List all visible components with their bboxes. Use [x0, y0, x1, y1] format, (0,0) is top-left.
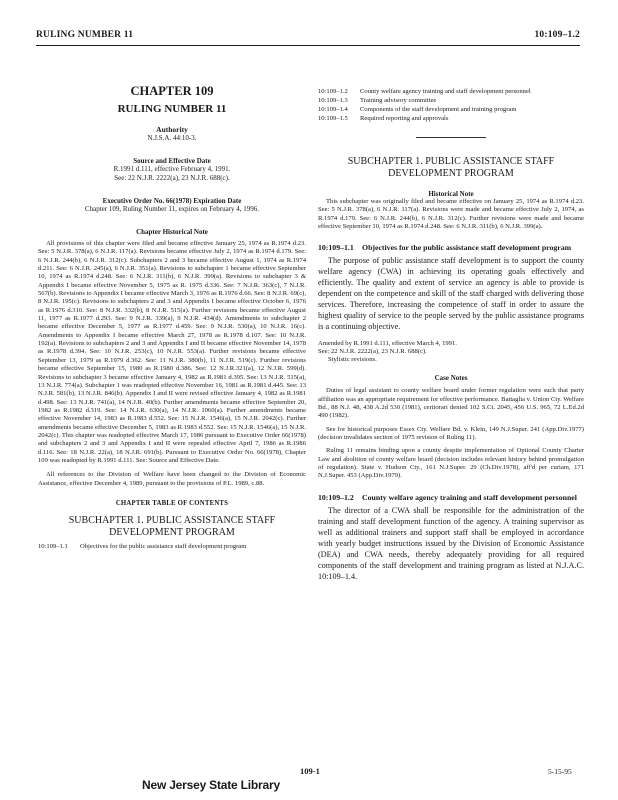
library-stamp: New Jersey State Library	[142, 778, 280, 792]
chapter-title: CHAPTER 109	[130, 84, 214, 98]
toc-item-number: 10:109–1.1	[38, 542, 68, 550]
ruling-title: RULING NUMBER 11	[117, 103, 227, 115]
chapter-historical-note-text: All provisions of this chapter were filed and became effective January 25, 1974 as R.1974 d.23. See: 5 N.J.R. 378(a), 6 N.J.R. 117(a). Revisions became effective July 2, 1974 as R.1974 d.179. See: 6 N.J.R. 244(b), 6 N.J.R. 312(c). Subchapters 2 and 3 became effective August 1, 1974 as R.1974 d.211. See: 6 N.J.R. 245(a), 6 N.J.R. 351(a). Revisions to subchapter 1 became effective September 10, 1974 as R.1974 d.248. See: 6 N.J.R. 311(b), 6 N.J.R. 399(a). Revisions to subchapter 3 & Appendix I became effective November 5, 1975 as R. 1975 d.336. See: 7 N.J.R. 363(c), 7 N.J.R. 567(b). Revisions to Appendix I became effective March 3, 1976 as R.1976 d.66. See: 8 N.J.R. 69(c), 8 N.J.R. 195(c). Revisions to subchapters 2 and 3 and Appendix I became effective October 6, 1976 as R.1976 d.310. See: 8 N.J.R. 332(b), 8 N.J.R. 515(a). Further revisions became effective August 11, 1977 as R.1977 d.293. See: 9 N.J.R. 339(a), 9 N.J.R. 434(d). Amendments to subchapter 2 became effective December 5, 1977 as R.1977 d.459. See: 9 N.J.R. 530(a), 10 N.J.R. 16(c). Amendments to Appendix I became effective March 27, 1978 as R.1978 d.107. See: 10 N.J.R. 192(a). Revisions to subchapters 2 and 3 and Appendix I and II became effective November 14, 1978 as R.1978 d.394. See: 10 N.J.R. 253(c), 10 N.J.R. 553(a). Further revisions became effective September 13, 1979 as R.1979 d.362. See: 11 N.J.R. 380(b), 11 N.J.R. 519(c). Further revisions became effective September 15, 1980 as R.1980 d.386. See: 12 N.J.R.321(a), 12 N.J.R. 599(d). Revisions to subchapter 3 became effective January 4, 1982 as R.1981 d.395. See: 13 N.J.R. 515(a), 13 N.J.R. 774(a). Subchapter 1 was readopted effective November 16, 1981 as R.1981 d.445. See: 13 N.J.R. 581(b), 13 N.J.R. 846(b). Appendix I and II were revised effective January 4, 1982 as R.1981 d.498. See: 13 N.J.R. 741(a), 14 N.J.R. 40(b). Further amendments became effective September 20, 1982 as R.1982 d.319. See: 14 N.J.R. 630(a), 14 N.J.R. 1060(a). Further amendments became effective November 14, 1983 as R.1983 d.552. See: 15 N.J.R. 1546(a), 15 N.J.R. 2042(c). Further amendments became effective December 5, 1983 as R.1983 d.552. See: 15 N.J.R. 1546(a), 15 N.J.R. 2042(c). This chapter was readopted effective March 17, 1986 pursuant to Executive Order 66(1978) and subchapters 2 and 3 and Appendix I and II were repealed effective April 7, 1986 as R.1986 d.116. See: 18 N.J.R. 22(a), 18 N.J.R. 691(b). Pursuant to Executive Order No. 66(1978), Chapter 109 was readopted by R.1991 d.111. See: Source and Effective Date.	[38, 240, 306, 464]
exec-order-text: Chapter 109, Ruling Number 11, expires on February 4, 1996.	[84, 205, 260, 213]
chapter-historical-note-heading: Chapter Historical Note	[136, 228, 208, 236]
running-header	[36, 30, 580, 44]
amendment-line: Amended by R.1991 d.111, effective March 4, 1991.	[318, 340, 457, 348]
authority-text: N.J.S.A. 44:10-3.	[147, 134, 197, 142]
case-note: Ruling 11 remains binding upon a county despite implementation of Optional County Charter Law and abolition of county welfare board (decision includes relevant history behind promulgation of regulation). State v. Hudson Cty., 161 N.J.Super. 29 (Ch.Div.1978), aff'd per curiam, 171 N.J.Super. 453 (App.Div.1979).	[318, 447, 584, 480]
historical-note-text: This subchapter was originally filed and became effective on January 25, 1974 as R.1974 d.23. See: 5 N.J.R. 378(a), 6 N.J.R. 117(a). Revisions were made and became effective July 2, 1974, as R.1974 d.179. See: 6 N.J.R. 244(b), 6 N.J.R. 312(c). Further revisions were made and became effective September 10, 1974 as R.1974 d.248. See: 6 N.J.R. 311(b), 6 N.J.R. 399(a).	[318, 198, 584, 231]
toc-heading: CHAPTER TABLE OF CONTENTS	[115, 499, 229, 507]
section-heading	[318, 493, 584, 503]
toc-item-title: Components of the staff development and training program	[360, 106, 517, 113]
case-notes-heading: Case Notes	[434, 374, 468, 383]
toc-item-title: Objectives for the public assistance staff development program	[80, 542, 247, 550]
case-note: Duties of legal assistant to county welfare board under former regulation were such that party affiliation was an appropriate requirement for effective performance. Battaglia v. Union Cty. Welfare Bd., 88 N.J. 48, 438 A.2d 530 (1981), certiorari denied 102 S.Ct. 2045, 456 U.S. 965, 72 L.Ed.2d 490 (1982).	[318, 387, 584, 420]
section-title: County welfare agency training and staff development personnel	[362, 492, 577, 502]
stylistic-note: Stylistic revisions.	[328, 356, 377, 364]
case-note: See for historical purposes Essex Cty. Welfare Bd. v. Klein, 149 N.J.Super. 241 (App.Div.1977) (decision invalidates section of 1975 revision of Ruling 11).	[318, 425, 584, 442]
header-rule	[36, 45, 580, 46]
page-date: 5-15-95	[548, 767, 572, 776]
toc-item-title: County welfare agency training and staff development personnel	[360, 88, 531, 95]
subchapter-title: SUBCHAPTER 1. PUBLIC ASSISTANCE STAFF DEVELOPMENT PROGRAM	[347, 156, 555, 179]
section-body: The purpose of public assistance staff development is to support the county welfare agency (CWA) in achieving its operating goals effectively and efficiently. The quality and extent of service an agency is able to provide is dependent on the competence and skill of the staff charged with delivering those services. Therefore, increasing the competence of staff in order to assure the highest quality of service to the people served by the public assistance programs is a continuing objective.	[318, 256, 584, 332]
toc-item-number: 10:109–1.4	[318, 106, 348, 113]
right-column	[318, 70, 584, 760]
toc-item	[318, 88, 584, 96]
header-left-title: RULING NUMBER 11	[36, 30, 134, 40]
division-note-text: All references to the Division of Welfare have been changed to the Division of Economic Assistance, effective December 4, 1989, pursuant to the provisions of P.L. 1989, c.88.	[38, 471, 306, 487]
page-number: 109-1	[300, 766, 320, 776]
toc-item	[318, 115, 584, 123]
toc-item	[318, 97, 584, 105]
source-heading: Source and Effective Date	[133, 157, 211, 165]
section-number: 10:109–1.1	[318, 243, 354, 253]
section-number: 10:109–1.2	[318, 492, 354, 502]
toc-item-number: 10:109–1.2	[318, 88, 348, 95]
historical-note-heading: Historical Note	[428, 190, 474, 198]
left-column	[38, 70, 306, 760]
exec-order-heading: Executive Order No. 66(1978) Expiration Date	[102, 197, 242, 205]
toc-item	[38, 543, 306, 551]
section-heading	[318, 243, 584, 253]
toc-item-number: 10:109–1.5	[318, 115, 348, 122]
amendment-line: See: 22 N.J.R. 2222(a), 23 N.J.R. 688(c).	[318, 348, 427, 356]
section-divider	[416, 137, 486, 138]
header-section-number: 10:109–1.2	[534, 30, 580, 40]
toc-subchapter-title: SUBCHAPTER 1. PUBLIC ASSISTANCE STAFF DEVELOPMENT PROGRAM	[68, 514, 276, 538]
section-title: Objectives for the public assistance staff development program	[362, 243, 572, 253]
toc-item	[318, 106, 584, 114]
toc-item-number: 10:109–1.3	[318, 97, 348, 104]
authority-heading: Authority	[156, 125, 188, 134]
section-body: The director of a CWA shall be responsible for the administration of the training and staff development function of the agency. A training supervisor as well as additional trainers and support staff shall be employed in accordance with yearly budget instructions issued by the Division of Economic Assistance (DEA) and CWA needs, thereby adequately providing for all required components of the staff development and training program as listed at N.J.A.C. 10:109–1.4.	[318, 505, 584, 581]
toc-item-title: Training advisory committee	[360, 97, 437, 104]
source-line: R.1991 d.111, effective February 4, 1991.	[113, 165, 231, 173]
source-line: See: 22 N.J.R. 2222(a), 23 N.J.R. 688(c).	[114, 174, 230, 182]
toc-item-title: Required reporting and approvals	[360, 115, 449, 122]
